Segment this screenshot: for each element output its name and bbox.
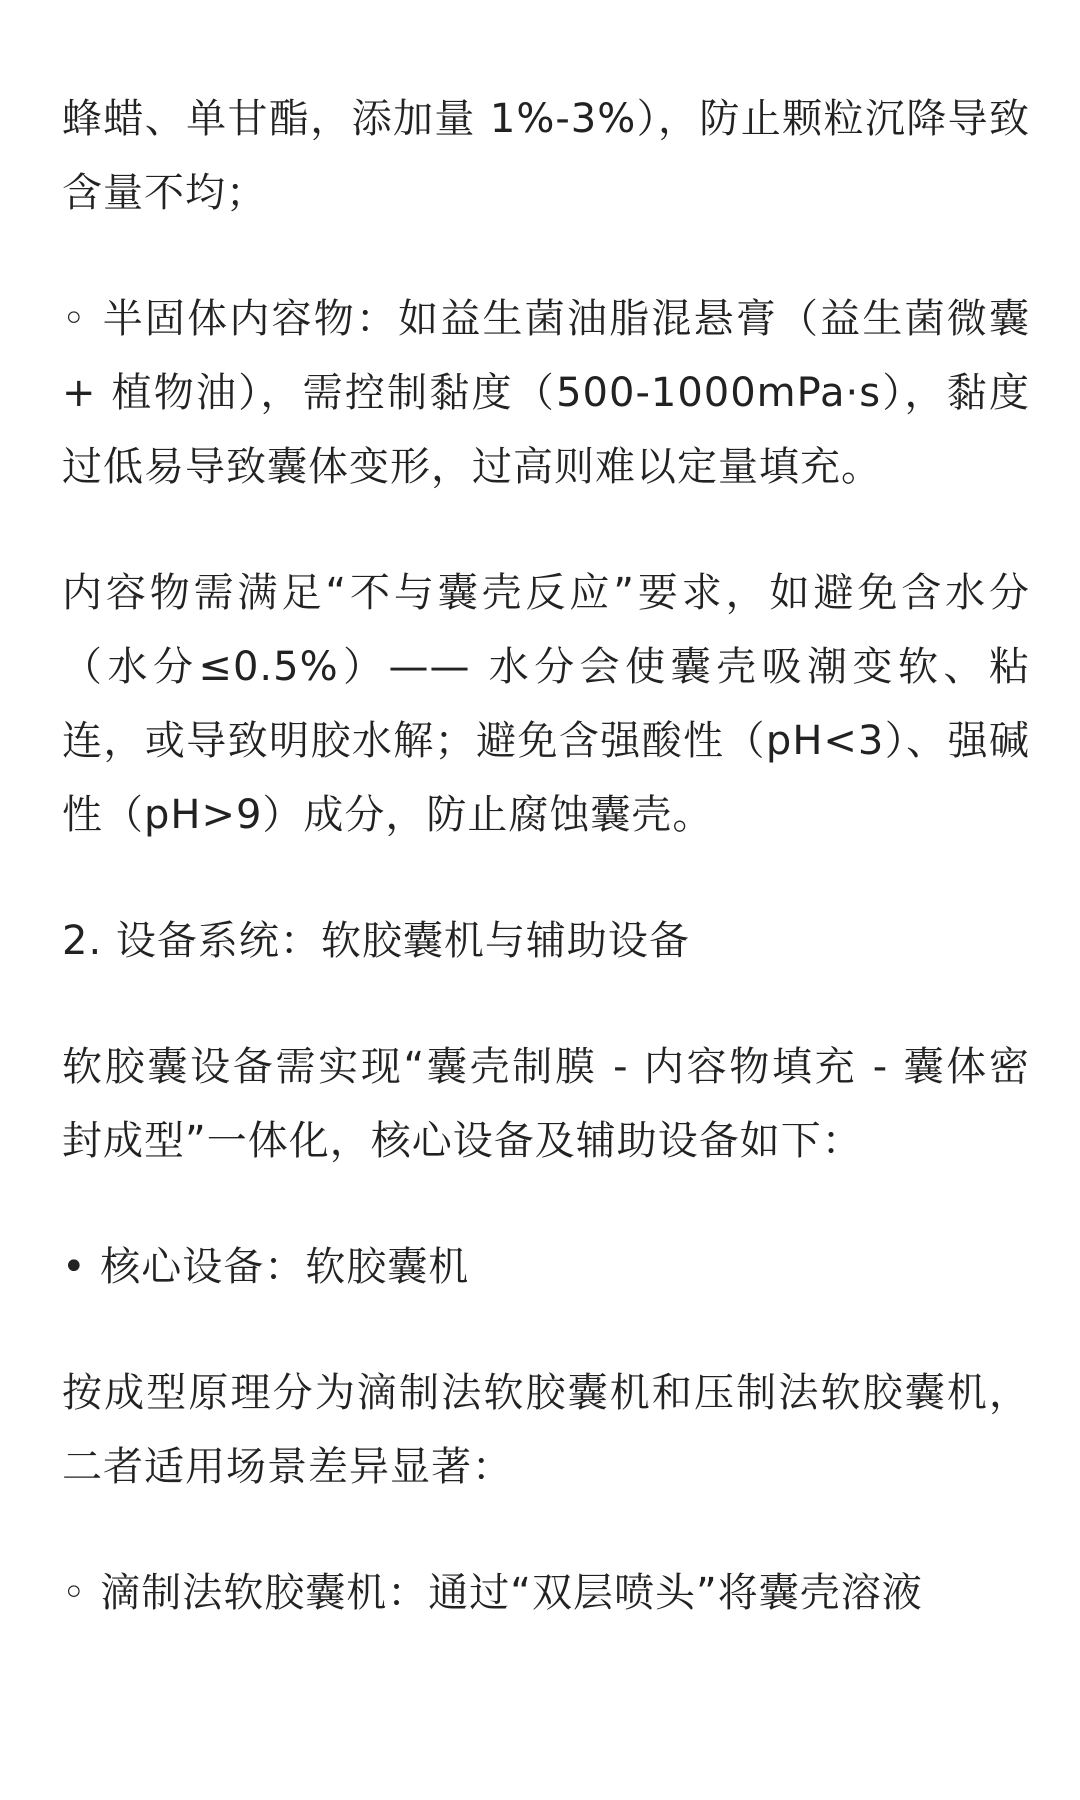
paragraph-equipment-intro: 软胶囊设备需实现“囊壳制膜 - 内容物填充 - 囊体密封成型”一体化，核心设备及辅助设备如下： (62, 1044, 1030, 1164)
paragraph-additive-note: 蜂蜡、单甘酯，添加量 1%-3%），防止颗粒沉降导致含量不均； (62, 96, 1030, 216)
section-heading-equipment: 2. 设备系统：软胶囊机与辅助设备 (62, 918, 690, 964)
paragraph-drip-machine: ◦ 滴制法软胶囊机：通过“双层喷头”将囊壳溶液 (62, 1570, 923, 1616)
article-body (62, 82, 1030, 1630)
paragraph-content-requirements: 内容物需满足“不与囊壳反应”要求，如避免含水分（水分≤0.5%）—— 水分会使囊壳吸潮变软、粘连，或导致明胶水解；避免含强酸性（pH<3）、强碱性（pH>9）成分，防止腐蚀囊壳。 (62, 570, 1030, 838)
paragraph-machine-types: 按成型原理分为滴制法软胶囊机和压制法软胶囊机，二者适用场景差异显著： (62, 1370, 1030, 1490)
bullet-core-equipment: • 核心设备：软胶囊机 (62, 1244, 470, 1290)
paragraph-semisolid-contents: ◦ 半固体内容物：如益生菌油脂混悬膏（益生菌微囊 + 植物油），需控制黏度（500-1000mPa·s），黏度过低易导致囊体变形，过高则难以定量填充。 (62, 296, 1030, 490)
